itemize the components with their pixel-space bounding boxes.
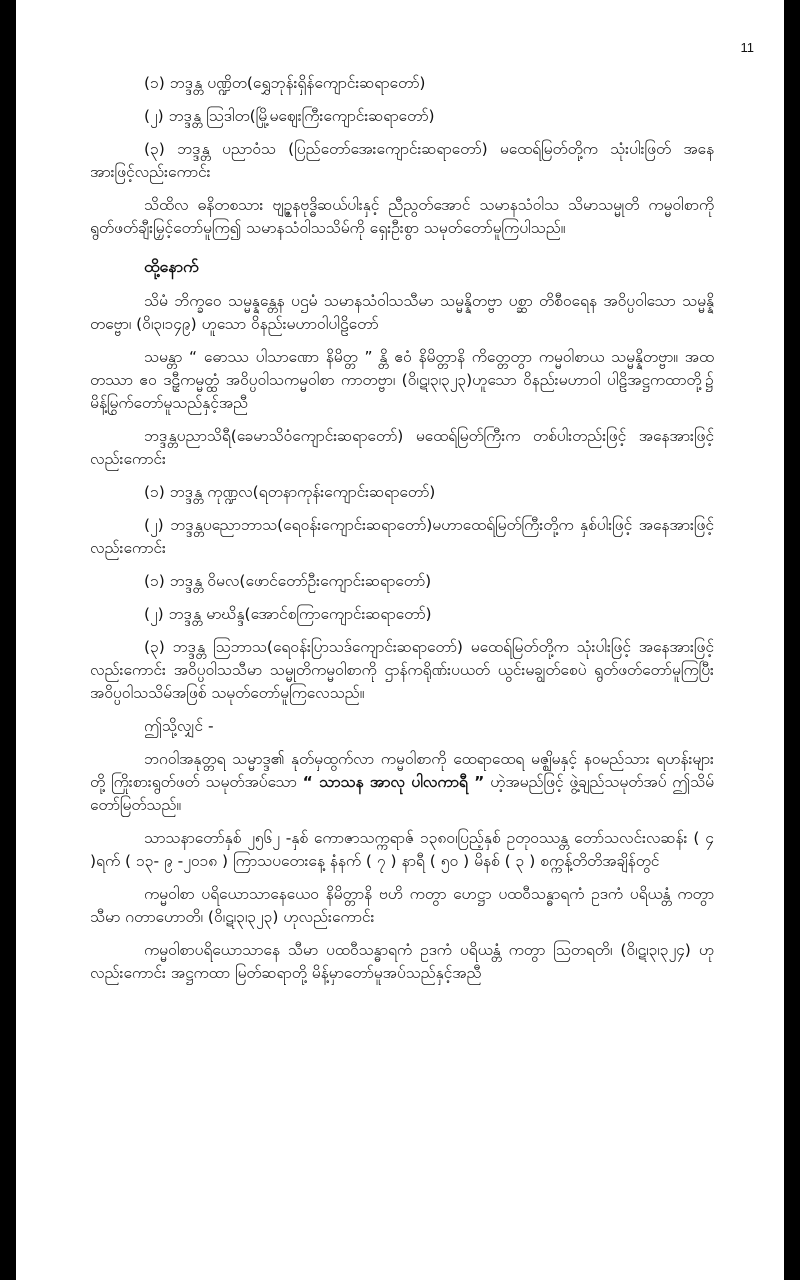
paragraph: ဘဒ္ဒန္တပညာသိရီ(ခေမာသိဝံကျောင်းဆရာတော်) မထေရ်မြတ်ကြီးက တစ်ပါးတည်းဖြင့် အနေအားဖြင့် လည်းကောင်း — [90, 427, 714, 468]
list-item: (၁) ဘဒ္ဒန္တ ပဏ္ဍိတ(ရွှေဘုန်းရှိန်ကျောင်းဆရာတော်) — [144, 74, 426, 92]
list-item: (၂) ဘဒ္ဒန္တ သြဒါတ(မြို့မဈေးကြီးကျောင်းဆရာတော်) — [144, 107, 435, 125]
paragraph: ကမ္မဝါစာ ပရိယောသာနေယေဝ နိမိတ္တာနိ ဗဟိ ကတွာ ဟေဋ္ဌာ ပထဝီသန္ဓာရကံ ဥဒကံ ပရိယန္တံ ကတွာ သီမာ ဂတာဟောတိ၊ (ဝိ၊ဋ၊၃၊၃၂၃) ဟုလည်းကောင်း — [90, 885, 714, 926]
paragraph: ဤသို့လျှင် - — [144, 717, 214, 735]
paragraph: သိမံ ဘိက္ခဝေ သမ္မန္နန္တေန ပဌမံ သမာနသံဝါသသီမာ သမ္မန္နိတဗ္ဗာ ပစ္ဆာ တိစီဝရေန အဝိပ္ပဝါသော သမ္မန္နိတဗ္ဗော၊ (ဝိ၊၃၊၁၄၉) ဟူသော ဝိနည်းမဟာဝါပါဠိတော် — [90, 292, 714, 333]
paragraph: သိထိလ ဓနိတစသား ဗျဉ္ဇနဗုဒ္ဓိဆယ်ပါးနှင့် ညီညွတ်အောင် သမာနသံဝါသ သိမာသမ္မုတိ ကမ္မဝါစာကို ရွတ်ဖတ်ချီးမြှင့်တော်မူကြ၍ သမာနသံဝါသသိမ်ကို ရှေးဦးစွာ သမုတ်တော်မူကြပါသည်။ — [90, 196, 714, 237]
document-body — [90, 72, 714, 995]
list-item: (၂) ဘဒ္ဒန္တ မာဃိန္ဒ(အောင်စကြာကျောင်းဆရာတော်) — [144, 605, 432, 623]
paragraph: (၃) ဘဒ္ဒန္တ ပညာဝံသ (ပြည်တော်အေးကျောင်းဆရာတော်) မထေရ်မြတ်တို့က သုံးပါးဖြတ် အနေအားဖြင့်လည်းကောင်း — [90, 140, 714, 181]
document-page — [16, 0, 784, 1280]
paragraph: (၂) ဘဒ္ဒန္တပညောဘာသ(ရေဝန်းကျောင်းဆရာတော်)မဟာထေရ်မြတ်ကြီးတို့က နှစ်ပါးဖြင့် အနေအားဖြင့်လည်းကောင်း — [90, 516, 714, 557]
list-item: (၁) ဘဒ္ဒန္တ ဝိမလ(ဖောင်တော်ဦးကျောင်းဆရာတော်) — [144, 572, 432, 590]
section-heading: ထို့နောက် — [144, 257, 199, 276]
paragraph: သမန္တာ “ ဓောဿ ပါသာဏော နိမိတ္တ ” န္တိ ဧဝံ နိမိတ္တာနိ ကိတ္တေတွာ ကမ္မဝါစာယ သမ္မန္နိတဗ္ဗာ။ အထ တဿာ ဧဝ ဒဠှီကမ္မတ္ထံ အဝိပ္ပဝါသကမ္မဝါစာ ကာတဗ္ဗာ၊ (ဝိ၊ဋ၊၃၊၃၂၃)ဟူသော ဝိနည်းမဟာဝါ ပါဠိအဋ္ဌကထာတို့၌ မိန့်မြွက်တော်မူသည်နှင့်အညီ — [90, 348, 714, 412]
emphasized-name: “ သာသန အာလု ပါလကာရီ ” — [302, 773, 485, 791]
page-number: 11 — [740, 40, 754, 55]
paragraph-text: ဘဂဝါအနုတ္တရ သမ္မာဒ္ဒ၏ နုတ်မှထွက်လာ ကမ္မဝါစာကို ထေရာထေရ မဇ္ဈိမနှင့် နဝမည်သား ရဟန်းများတို့ ကြိုးစားရွတ်ဖတ် သမုတ်အပ်သော — [90, 750, 714, 791]
paragraph — [90, 748, 714, 817]
paragraph-text: ဟဲ့အမည်ဖြင့် ဖွဲ့ချည်သမုတ်အပ် ဤသိမ်တော်မြတ်သည်။ — [90, 773, 714, 814]
paragraph: (၃) ဘဒ္ဒန္တ သြဘာသ(ရေဝန်းပြာသဒ်ကျောင်းဆရာတော်) မထေရ်မြတ်တို့က သုံးပါးဖြင့် အနေအားဖြင့်လည်းကောင်း အဝိပ္ပဝါသသီမာ သမ္မုတိကမ္မဝါစာကို ဌာန်ကရိုဏ်းပယတ် ယွင်းမချွတ်စေပဲ ရွတ်ဖတ်တော်မူကြပြီး အဝိပ္ပဝါသသိမ်အဖြစ် သမုတ်တော်မူကြလေသည်။ — [90, 638, 714, 702]
paragraph: သာသနာတော်နှစ် ၂၅၆၂ -နှစ် ကောဇာသက္ကရာဇ် ၁၃၈၀၊ပြည့်နှစ် ဥတုဝဿန္တ တော်သလင်းလဆန်း ( ၄ )ရက် ( ၁၃- ၉ -၂၀၁၈ ) ကြာသပတေးနေ့ နံနက် ( ၇ ) နာရီ ( ၅၀ ) မိနစ် ( ၃ ) စက္ကန့်တိတိအချိန်တွင် — [90, 829, 714, 870]
list-item: (၁) ဘဒ္ဒန္တ ကုဏ္ဍလ(ရတနာကုန်းကျောင်းဆရာတော်) — [144, 483, 436, 501]
paragraph: ကမ္မဝါစာပရိယောသာနေ သီမာ ပထဝီသန္ဓာရကံ ဥဒကံ ပရိယန္တံ ကတွာ သြတရတိ၊ (ဝိ၊ဋ၊၃၊၃၂၄) ဟုလည်းကောင်း အဋ္ဌကထာ မြတ်ဆရာတို့ မိန့်မှာတော်မူအပ်သည်နှင့်အညီ — [90, 941, 714, 982]
